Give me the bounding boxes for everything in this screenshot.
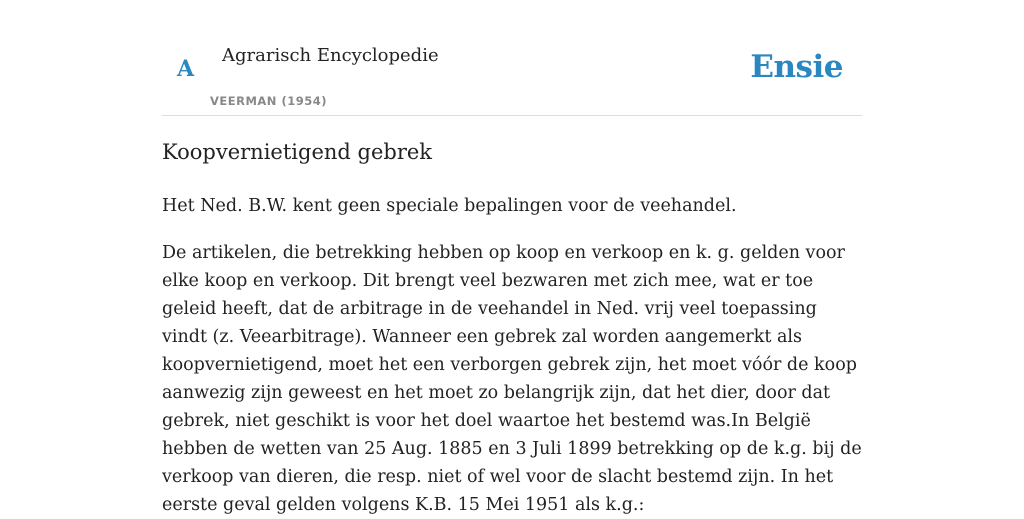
letter-index-link[interactable]: A [177,56,195,82]
article-title: Koopvernietigend gebrek [162,140,433,164]
page [162,0,862,515]
ensie-logo[interactable]: Ensie [750,49,843,85]
book-author: VEERMAN (1954) [210,94,327,108]
article-paragraph: Het Ned. B.W. kent geen speciale bepalingen voor de veehandel. [162,196,737,216]
article-paragraph: De artikelen, die betrekking hebben op koop en verkoop en k. g. gelden voor elke koop en verkoop. Dit brengt veel bezwaren met zich mee, wat er toe geleid heeft, dat de arbitrage in de veehandel in Ned. vrij veel toepassing vindt (z. Veearbitrage). Wanneer een gebrek zal worden aangemerkt als koopvernietigend, moet het een verborgen gebrek zijn, het moet vóór de koop aanwezig zijn geweest en het moet zo belangrijk zijn, dat het dier, door dat gebrek, niet geschikt is voor het doel waartoe het bestemd was.In België hebben de wetten van 25 Aug. 1885 en 3 Juli 1899 betrekking op de k.g. bij de verkoop van dieren, die resp. niet of wel voor de slacht bestemd zijn. In het eerste geval gelden volgens K.B. 15 Mei 1951 als k.g.: [162,243,862,515]
book-title[interactable]: Agrarisch Encyclopedie [222,45,439,66]
header [162,0,862,116]
